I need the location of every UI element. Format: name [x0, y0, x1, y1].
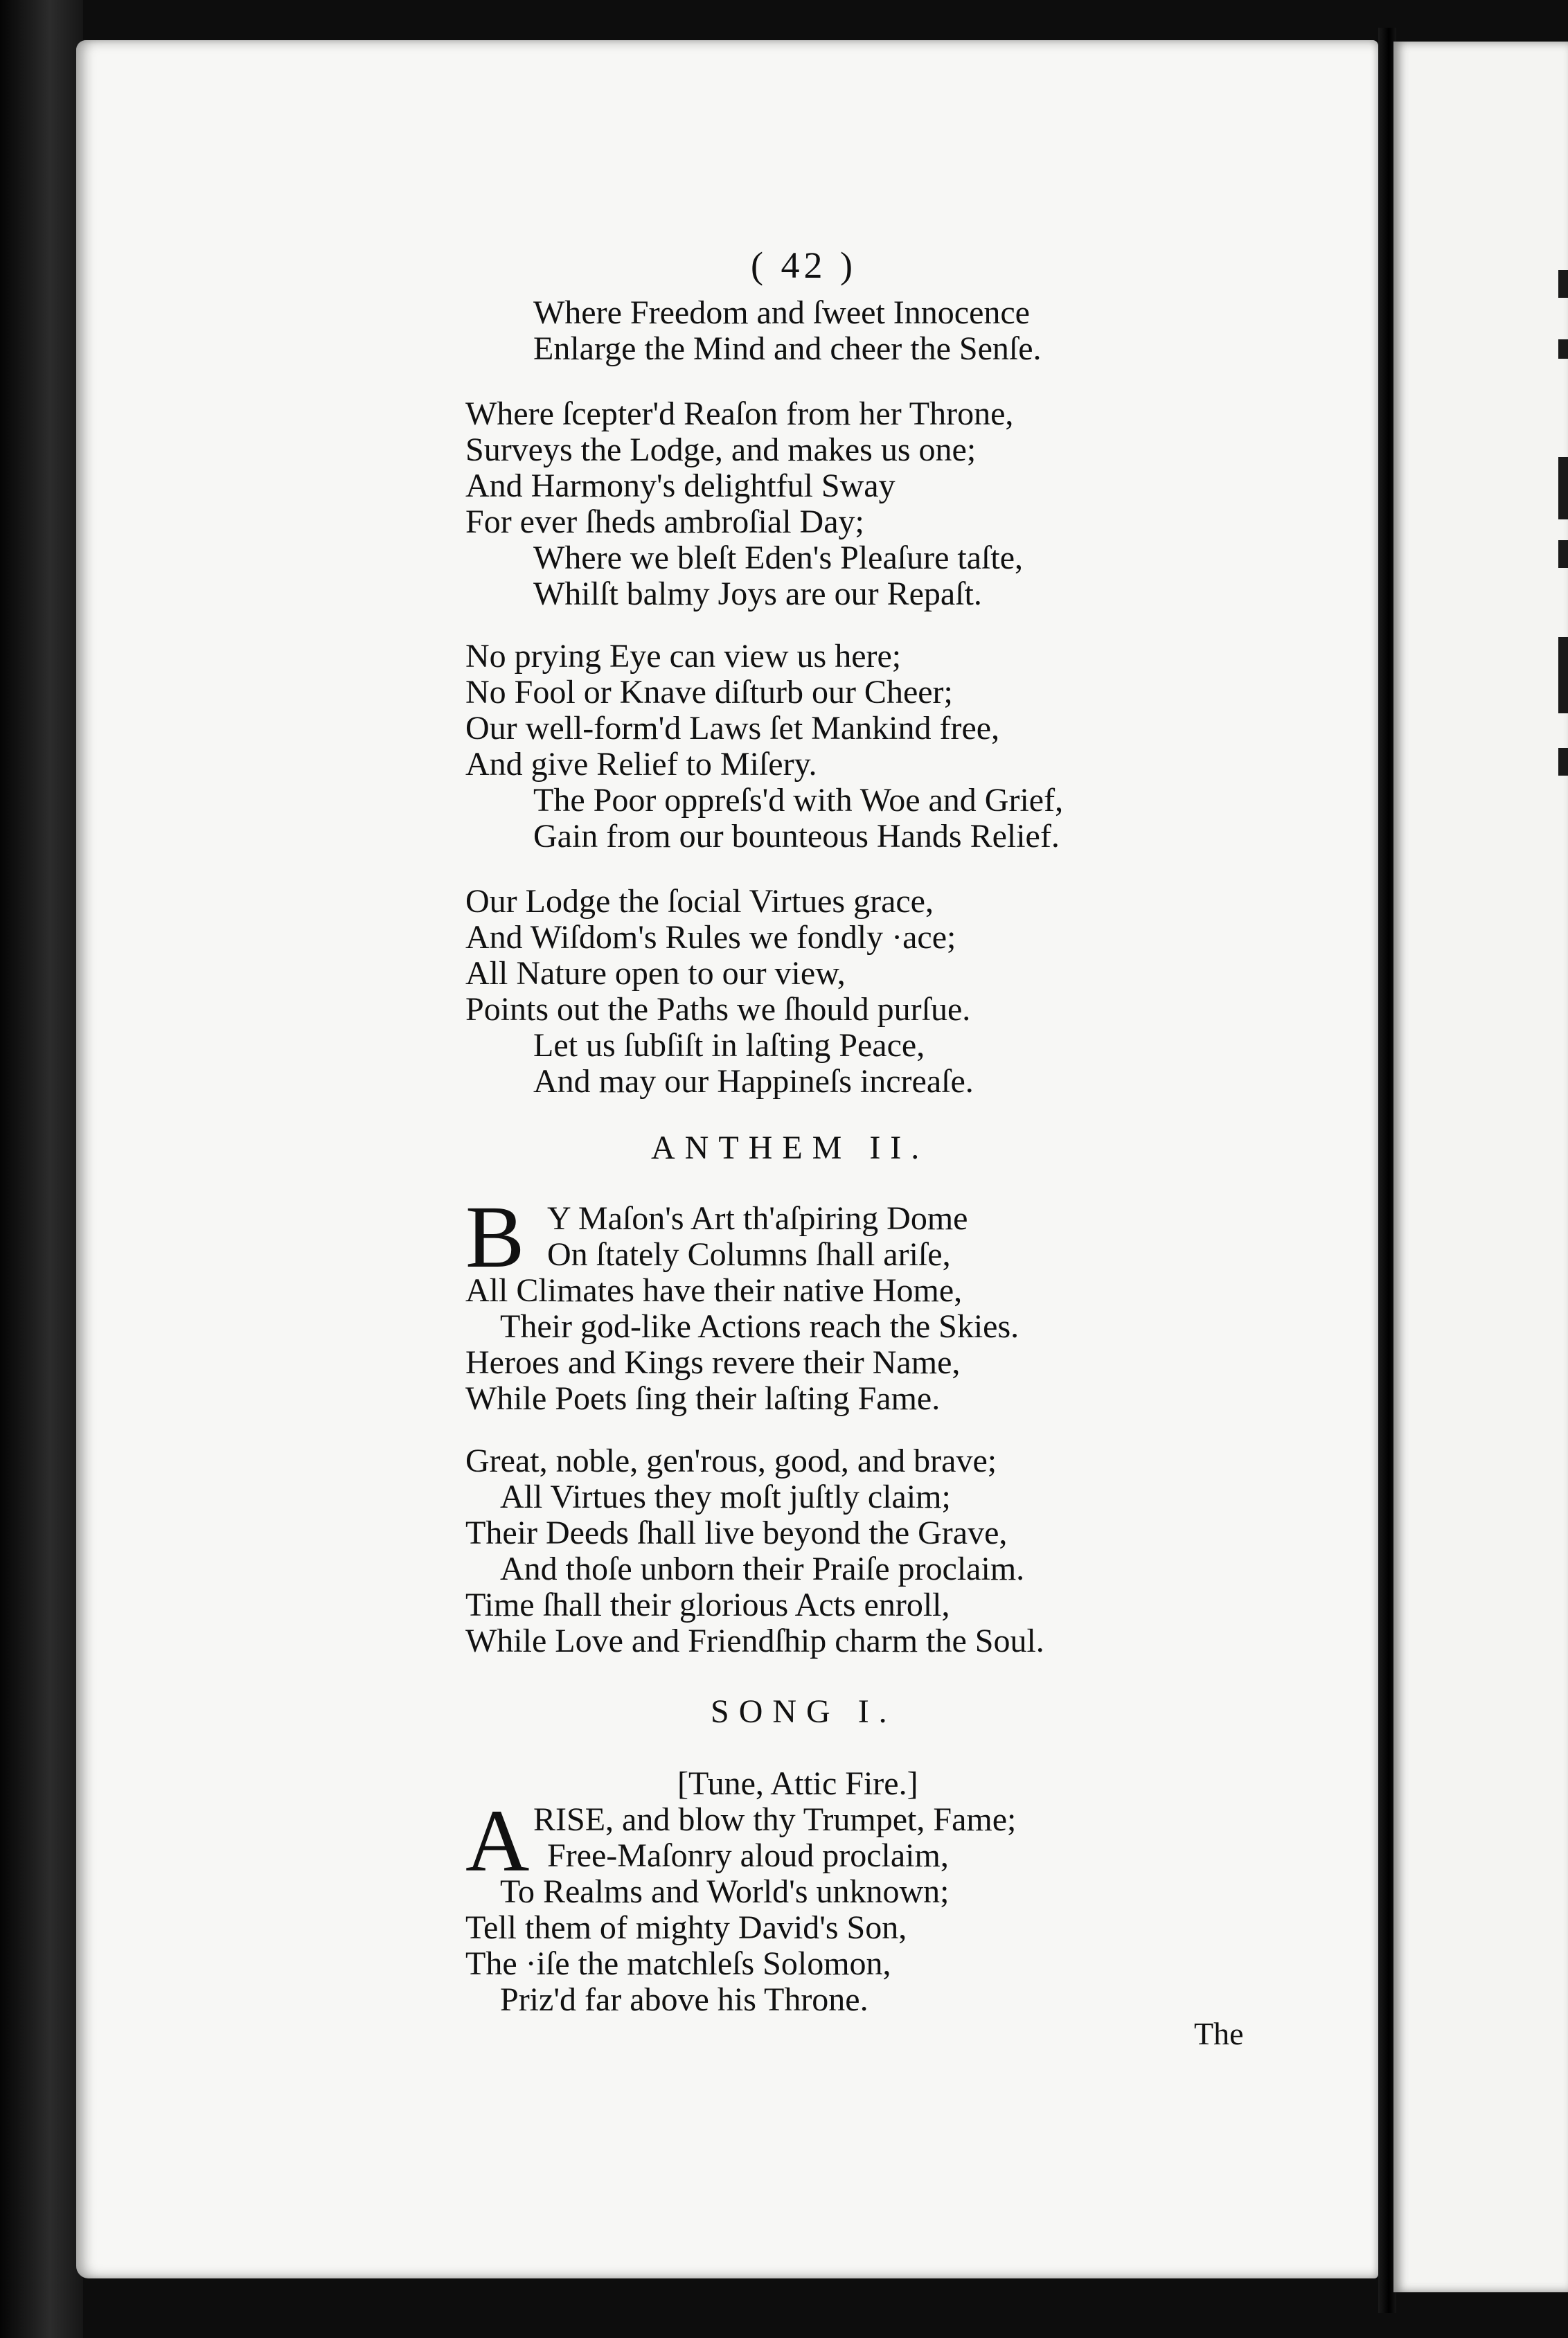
- page-number: ( 42 ): [751, 244, 857, 286]
- verse-line: On ſtately Columns ſhall ariſe,: [547, 1236, 951, 1273]
- verse-line: Surveys the Lodge, and makes us one;: [465, 431, 977, 468]
- verse-line: Tell them of mighty David's Son,: [465, 1909, 907, 1946]
- verse-line: Whilſt balmy Joys are our Repaſt.: [533, 575, 982, 612]
- verse-line: And thoſe unborn their Praiſe proclaim.: [500, 1551, 1025, 1587]
- verse-line: And Wiſdom's Rules we fondly ·ace;: [465, 919, 956, 956]
- verse-line: No Fool or Knave diſturb our Cheer;: [465, 674, 953, 711]
- verse-line: To Realms and World's unknown;: [500, 1873, 950, 1910]
- verse-line: And give Relief to Miſery.: [465, 746, 817, 783]
- verse-line: Where ſcepter'd Reaſon from her Throne,: [465, 395, 1014, 432]
- verse-line: Gain from our bounteous Hands Relief.: [533, 818, 1060, 855]
- verse-line: And may our Happineſs increaſe.: [533, 1063, 974, 1100]
- catchword: The: [1194, 2016, 1244, 2051]
- verse-line: Free-Maſonry aloud proclaim,: [547, 1837, 949, 1874]
- drop-cap: B: [465, 1188, 525, 1286]
- verse-line: While Love and Friendſhip charm the Soul.: [465, 1623, 1044, 1659]
- verse-line: Heroes and Kings revere their Name,: [465, 1344, 961, 1381]
- verse-line: Where Freedom and ſweet Innocence: [533, 294, 1030, 331]
- verse-line: Where we bleſt Eden's Pleaſure taſte,: [533, 539, 1024, 576]
- verse-line: For ever ſheds ambroſial Day;: [465, 503, 864, 540]
- verse-line: All Climates have their native Home,: [465, 1272, 963, 1309]
- verse-line: All Virtues they moſt juſtly claim;: [500, 1479, 951, 1515]
- verse-line: Y Maſon's Art th'aſpiring Dome: [547, 1200, 968, 1237]
- verse-line: While Poets ſing their laſting Fame.: [465, 1380, 941, 1417]
- verse-line: Enlarge the Mind and cheer the Senſe.: [533, 330, 1042, 367]
- drop-cap: A: [465, 1792, 530, 1890]
- facing-page-edge: [1393, 42, 1568, 2292]
- verse-line: No prying Eye can view us here;: [465, 638, 902, 675]
- verse-line: All Nature open to our view,: [465, 955, 846, 992]
- verse-line: Time ſhall their glorious Acts enroll,: [465, 1587, 950, 1623]
- verse-line: And Harmony's delightful Sway: [465, 467, 896, 504]
- verse-line: The Poor oppreſs'd with Woe and Grief,: [533, 782, 1064, 819]
- book-edge: [0, 0, 83, 2338]
- verse-line: Priz'd far above his Throne.: [500, 1981, 868, 2018]
- anthem-title: ANTHEM II.: [651, 1130, 929, 1166]
- verse-line: Let us ſubſiſt in laſting Peace,: [533, 1027, 925, 1064]
- verse-line: RISE, and blow thy Trumpet, Fame;: [533, 1801, 1017, 1838]
- verse-line: Their Deeds ſhall live beyond the Grave,: [465, 1515, 1008, 1551]
- verse-line: Points out the Paths we ſhould purſue.: [465, 991, 971, 1028]
- verse-line: Their god-like Actions reach the Skies.: [500, 1308, 1019, 1345]
- verse-line: The ·iſe the matchleſs Solomon,: [465, 1945, 891, 1982]
- verse-line: Our well-form'd Laws ſet Mankind free,: [465, 710, 1000, 747]
- verse-line: Our Lodge the ſocial Virtues grace,: [465, 883, 934, 920]
- tune-note: [Tune, Attic Fire.]: [677, 1765, 918, 1802]
- verse-line: Great, noble, gen'rous, good, and brave;: [465, 1443, 997, 1479]
- song-title: SONG I.: [711, 1693, 897, 1730]
